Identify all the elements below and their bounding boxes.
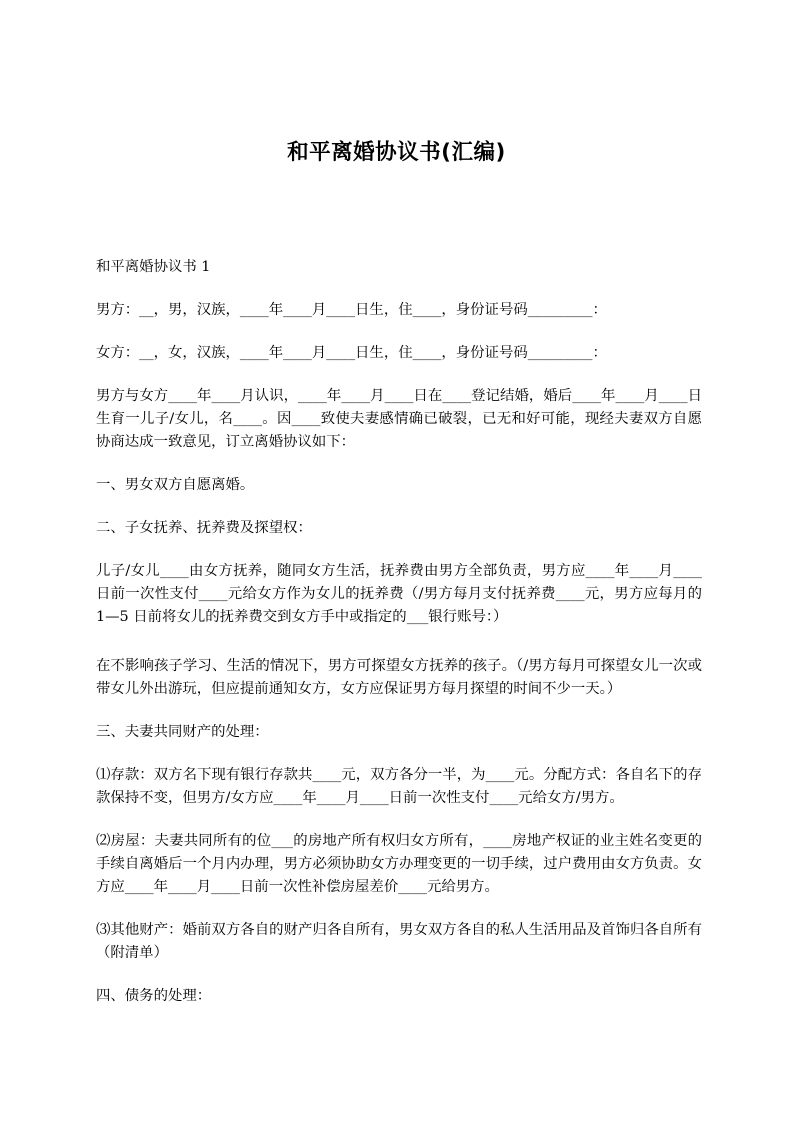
paragraph-male-party: 男方：__，男，汉族，____年____月____日生，住____，身份证号码_________：: [96, 302, 607, 318]
clause-2-visitation: 在不影响孩子学习、生活的情况下，男方可探望女方抚养的孩子。（/男方每月可探望女儿一次或带女儿外出游玩，但应提前通知女方，女方应保证男方每月探望的时间不少一天。）: [96, 658, 702, 697]
clause-2-custody: 儿子/女儿____由女方抚养，随同女方生活，抚养费由男方全部负责，男方应____年____月____日前一次性支付____元给女方作为女儿的抚养费（/男方每月支付抚养费____元，男方应每月的 1—5 日前将女儿的抚养费交到女方手中或指定的___银行账号：）: [96, 563, 707, 625]
paragraph-female-party: 女方：__，女，汉族，____年____月____日生，住____，身份证号码_________：: [96, 345, 607, 361]
clause-3-heading: 三、夫妻共同财产的处理：: [96, 724, 269, 740]
clause-3-house: ⑵房屋：夫妻共同所有的位___的房地产所有权归女方所有，____房地产权证的业主姓名变更的手续自离婚后一个月内办理，男方必须协助女方办理变更的一切手续，过户费用由女方负责。女方应____年____月____日前一次性补偿房屋差价____元给男方。: [96, 833, 702, 895]
section-heading: 和平离婚协议书 1: [96, 259, 211, 275]
clause-2-heading: 二、子女抚养、抚养费及探望权：: [96, 520, 312, 536]
paragraph-preamble: 男方与女方____年____月认识，____年____月____日在____登记结婚，婚后____年____月____日生育一儿子/女儿，名____。因____致使夫妻感情确已破裂，已无和好可能，现经夫妻双方自愿协商达成一致意见，订立离婚协议如下：: [96, 388, 702, 450]
clause-4-heading: 四、债务的处理：: [96, 988, 212, 1004]
clause-3-other-property: ⑶其他财产：婚前双方各自的财产归各自所有，男女双方各自的私人生活用品及首饰归各自所有（附清单）: [96, 922, 702, 961]
clause-1: 一、男女双方自愿离婚。: [96, 477, 255, 493]
clause-3-deposits: ⑴存款：双方名下现有银行存款共____元，双方各分一半，为____元。分配方式：各自名下的存款保持不变，但男方/女方应____年____月____日前一次性支付____元给女方/男方。: [96, 767, 702, 806]
document-title: 和平离婚协议书(汇编): [287, 140, 506, 165]
document-body: [96, 256, 707, 1028]
